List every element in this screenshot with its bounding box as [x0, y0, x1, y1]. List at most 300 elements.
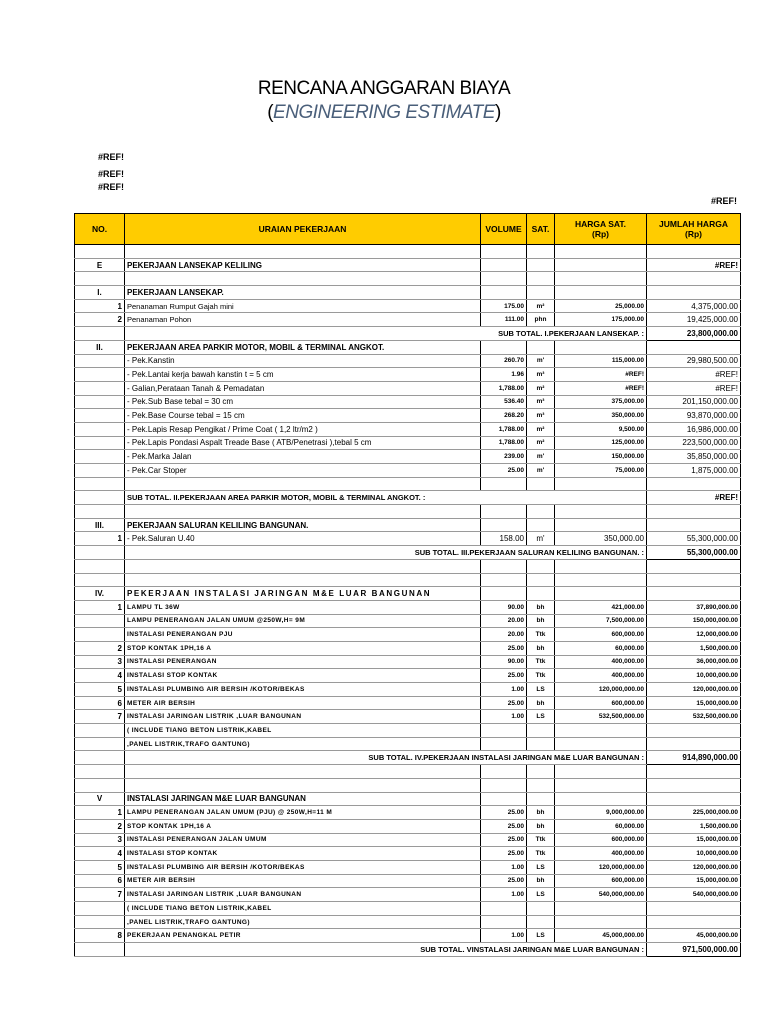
cell-volume	[481, 573, 527, 587]
item-unit: LS	[527, 929, 555, 943]
cell-uraian	[125, 573, 481, 587]
item-description: INSTALASI PENERANGAN JALAN UMUM	[125, 833, 481, 847]
item-unit-price: 175,000.00	[555, 313, 647, 327]
table-header-row	[75, 214, 741, 245]
item-amount: 35,850,000.00	[647, 450, 741, 464]
cell-jumlah	[647, 505, 741, 519]
cell-sat	[527, 477, 555, 491]
header-jumlah: JUMLAH HARGA (Rp)	[647, 214, 741, 245]
item-description: - Pek.Lantai kerja bawah kanstin t = 5 cm	[125, 368, 481, 382]
item-unit: m'	[527, 450, 555, 464]
item-volume: 536.40	[481, 395, 527, 409]
item-volume: 25.00	[481, 819, 527, 833]
item-volume: 20.00	[481, 614, 527, 628]
table-row	[75, 710, 741, 724]
item-amount: 1,875,000.00	[647, 464, 741, 478]
cell-harga	[555, 915, 647, 929]
cell-sat	[527, 573, 555, 587]
item-volume: 175.00	[481, 299, 527, 313]
cell-no	[75, 546, 125, 560]
item-number	[75, 436, 125, 450]
cell-volume	[481, 340, 527, 354]
cell-sat	[527, 765, 555, 779]
item-unit: bh	[527, 819, 555, 833]
cell-no	[75, 765, 125, 779]
table-row	[75, 532, 741, 546]
table-row	[75, 655, 741, 669]
table-row	[75, 628, 741, 642]
cell-sat	[527, 915, 555, 929]
item-description: INSTALASI PLUMBING AIR BERSIH /KOTOR/BEKAS	[125, 683, 481, 697]
table-row	[75, 860, 741, 874]
item-amount: 150,000,000.00	[647, 614, 741, 628]
table-row	[75, 272, 741, 286]
table-row	[75, 902, 741, 916]
item-unit: LS	[527, 710, 555, 724]
table-row	[75, 669, 741, 683]
item-amount: #REF!	[647, 368, 741, 382]
item-number: 4	[75, 669, 125, 683]
cell-volume	[481, 915, 527, 929]
item-volume: 25.00	[481, 641, 527, 655]
item-unit: phn	[527, 313, 555, 327]
table-row	[75, 600, 741, 614]
cell-sat	[527, 778, 555, 792]
cell-no	[75, 327, 125, 341]
item-amount: 1,500,000.00	[647, 819, 741, 833]
item-description: - Pek.Base Course tebal = 15 cm	[125, 409, 481, 423]
item-note: ,PANEL LISTRIK,TRAFO GANTUNG)	[125, 915, 481, 929]
item-amount: 540,000,000.00	[647, 888, 741, 902]
item-unit-price: 540,000,000.00	[555, 888, 647, 902]
table-row	[75, 327, 741, 341]
item-amount: 93,870,000.00	[647, 409, 741, 423]
item-unit-price: 75,000.00	[555, 464, 647, 478]
item-number: 2	[75, 819, 125, 833]
item-unit: m³	[527, 409, 555, 423]
item-unit-price: 45,000,000.00	[555, 929, 647, 943]
item-number: 3	[75, 655, 125, 669]
item-description: - Pek.Car Stoper	[125, 464, 481, 478]
item-amount: 37,890,000.00	[647, 600, 741, 614]
item-volume: 25.00	[481, 464, 527, 478]
item-amount: 1,500,000.00	[647, 641, 741, 655]
table-row	[75, 422, 741, 436]
item-unit-price: #REF!	[555, 368, 647, 382]
cell-sat	[527, 559, 555, 573]
item-volume: 111.00	[481, 313, 527, 327]
table-row	[75, 874, 741, 888]
item-volume: 25.00	[481, 874, 527, 888]
item-unit: m²	[527, 381, 555, 395]
item-unit: m'	[527, 354, 555, 368]
cell-jumlah	[647, 272, 741, 286]
ref-label: #REF!	[711, 196, 738, 206]
item-amount: 120,000,000.00	[647, 683, 741, 697]
row-total	[647, 518, 741, 532]
cell-jumlah	[647, 902, 741, 916]
item-volume: 90.00	[481, 655, 527, 669]
subtotal-label: SUB TOTAL. II.PEKERJAAN AREA PARKIR MOTOR, MOBIL & TERMINAL ANGKOT. :	[125, 491, 647, 505]
item-unit: Ttk	[527, 847, 555, 861]
item-unit-price: 7,500,000.00	[555, 614, 647, 628]
item-volume: 25.00	[481, 669, 527, 683]
subtotal-label: SUB TOTAL. III.PEKERJAAN SALURAN KELILING BANGUNAN. :	[125, 546, 647, 560]
item-amount: #REF!	[647, 381, 741, 395]
item-number: 1	[75, 806, 125, 820]
table-row	[75, 354, 741, 368]
item-unit: bh	[527, 874, 555, 888]
item-description: Penanaman Pohon	[125, 313, 481, 327]
item-volume: 158.00	[481, 532, 527, 546]
row-number: II.	[75, 340, 125, 354]
item-unit-price: 125,000.00	[555, 436, 647, 450]
cell-harga	[555, 286, 647, 300]
table-row	[75, 559, 741, 573]
item-number: 2	[75, 641, 125, 655]
table-row	[75, 888, 741, 902]
item-unit-price: 600,000.00	[555, 696, 647, 710]
table-row	[75, 546, 741, 560]
cell-sat	[527, 587, 555, 601]
item-unit-price: #REF!	[555, 381, 647, 395]
item-description: - Pek.Kanstin	[125, 354, 481, 368]
item-description: Penanaman Rumput Gajah mini	[125, 299, 481, 313]
item-description: - Pek.Lapis Resap Pengikat / Prime Coat ( 1,2 ltr/m2 )	[125, 422, 481, 436]
cell-no	[75, 245, 125, 259]
table-row	[75, 819, 741, 833]
item-amount: 532,500,000.00	[647, 710, 741, 724]
item-amount: 201,150,000.00	[647, 395, 741, 409]
cell-harga	[555, 587, 647, 601]
item-unit-price: 120,000,000.00	[555, 683, 647, 697]
cell-volume	[481, 518, 527, 532]
ref-label: #REF!	[98, 152, 125, 162]
item-number: 1	[75, 532, 125, 546]
row-total	[647, 587, 741, 601]
table-row	[75, 491, 741, 505]
document-title: RENCANA ANGGARAN BIAYA	[257, 78, 511, 99]
item-description: STOP KONTAK 1PH,16 A	[125, 819, 481, 833]
table-row	[75, 778, 741, 792]
item-number: 3	[75, 833, 125, 847]
cell-volume	[481, 477, 527, 491]
section-heading: INSTALASI JARINGAN M&E LUAR BANGUNAN	[125, 792, 481, 806]
table-row	[75, 792, 741, 806]
item-volume: 1,788.00	[481, 436, 527, 450]
table-row	[75, 258, 741, 272]
item-volume: 1.00	[481, 710, 527, 724]
cell-no	[75, 778, 125, 792]
cell-no	[75, 751, 125, 765]
table-row	[75, 696, 741, 710]
section-heading: PEKERJAAN SALURAN KELILING BANGUNAN.	[125, 518, 481, 532]
cell-no	[75, 724, 125, 738]
section-heading: PEKERJAAN LANSEKAP.	[125, 286, 481, 300]
item-unit: LS	[527, 683, 555, 697]
cell-uraian	[125, 245, 481, 259]
item-number: 1	[75, 299, 125, 313]
cell-sat	[527, 245, 555, 259]
header-no: NO.	[75, 214, 125, 245]
cell-no	[75, 505, 125, 519]
cell-uraian	[125, 778, 481, 792]
cell-volume	[481, 272, 527, 286]
cell-jumlah	[647, 245, 741, 259]
cell-no	[75, 737, 125, 751]
item-unit: Ttk	[527, 669, 555, 683]
cell-jumlah	[647, 778, 741, 792]
cell-harga	[555, 559, 647, 573]
item-unit: bh	[527, 696, 555, 710]
row-number: IV.	[75, 587, 125, 601]
item-volume: 1,788.00	[481, 381, 527, 395]
item-description: INSTALASI PLUMBING AIR BERSIH /KOTOR/BEKAS	[125, 860, 481, 874]
table-row	[75, 518, 741, 532]
item-number	[75, 395, 125, 409]
cell-uraian	[125, 559, 481, 573]
item-unit: bh	[527, 614, 555, 628]
cell-volume	[481, 559, 527, 573]
cell-jumlah	[647, 573, 741, 587]
subtotal-amount: #REF!	[647, 491, 741, 505]
cell-harga	[555, 778, 647, 792]
cell-harga	[555, 573, 647, 587]
item-unit-price: 350,000.00	[555, 532, 647, 546]
cell-sat	[527, 737, 555, 751]
cell-sat	[527, 286, 555, 300]
item-amount: 45,000,000.00	[647, 929, 741, 943]
item-number: 5	[75, 683, 125, 697]
row-total	[647, 340, 741, 354]
cell-volume	[481, 505, 527, 519]
table-row	[75, 368, 741, 382]
cell-harga	[555, 477, 647, 491]
table-row	[75, 381, 741, 395]
cell-sat	[527, 724, 555, 738]
header-volume: VOLUME	[481, 214, 527, 245]
item-unit-price: 421,000.00	[555, 600, 647, 614]
cell-jumlah	[647, 477, 741, 491]
table-row	[75, 737, 741, 751]
item-amount: 10,000,000.00	[647, 847, 741, 861]
cell-no	[75, 491, 125, 505]
table-row	[75, 833, 741, 847]
cell-volume	[481, 765, 527, 779]
cell-harga	[555, 902, 647, 916]
item-description: METER AIR BERSIH	[125, 696, 481, 710]
table-row	[75, 915, 741, 929]
cell-uraian	[125, 272, 481, 286]
item-description: - Pek.Marka Jalan	[125, 450, 481, 464]
item-number	[75, 354, 125, 368]
item-unit: LS	[527, 888, 555, 902]
item-number	[75, 614, 125, 628]
cell-no	[75, 915, 125, 929]
table-row	[75, 751, 741, 765]
row-number: III.	[75, 518, 125, 532]
ref-label: #REF!	[98, 169, 125, 179]
cell-sat	[527, 792, 555, 806]
cell-harga	[555, 340, 647, 354]
subtotal-label: SUB TOTAL. I.PEKERJAAN LANSEKAP. :	[125, 327, 647, 341]
item-amount: 15,000,000.00	[647, 833, 741, 847]
item-number: 1	[75, 600, 125, 614]
item-unit: Ttk	[527, 833, 555, 847]
cell-sat	[527, 340, 555, 354]
item-amount: 36,000,000.00	[647, 655, 741, 669]
item-volume: 1.00	[481, 929, 527, 943]
item-description: INSTALASI JARINGAN LISTRIK ,LUAR BANGUNAN	[125, 888, 481, 902]
item-number: 7	[75, 710, 125, 724]
item-note: ( INCLUDE TIANG BETON LISTRIK,KABEL	[125, 724, 481, 738]
cell-harga	[555, 518, 647, 532]
item-volume: 25.00	[481, 806, 527, 820]
row-total	[647, 286, 741, 300]
subtotal-amount: 23,800,000.00	[647, 327, 741, 341]
item-volume: 268.20	[481, 409, 527, 423]
document-subtitle: (ENGINEERING ESTIMATE)	[267, 102, 501, 123]
item-volume: 239.00	[481, 450, 527, 464]
item-number: 4	[75, 847, 125, 861]
cell-sat	[527, 518, 555, 532]
table-row	[75, 299, 741, 313]
subtotal-amount: 914,890,000.00	[647, 751, 741, 765]
item-unit-price: 150,000.00	[555, 450, 647, 464]
table-row	[75, 765, 741, 779]
cell-jumlah	[647, 765, 741, 779]
cell-no	[75, 477, 125, 491]
item-unit-price: 400,000.00	[555, 669, 647, 683]
item-unit: Ttk	[527, 655, 555, 669]
item-number	[75, 628, 125, 642]
table-row	[75, 806, 741, 820]
item-description: - Pek.Lapis Pondasi Aspalt Treade Base ( ATB/Penetrasi ),tebal 5 cm	[125, 436, 481, 450]
cell-uraian	[125, 765, 481, 779]
header-harga: HARGA SAT. (Rp)	[555, 214, 647, 245]
table-row	[75, 464, 741, 478]
item-unit: m³	[527, 368, 555, 382]
item-number: 2	[75, 313, 125, 327]
table-body	[75, 245, 741, 957]
item-number	[75, 450, 125, 464]
item-unit: m²	[527, 436, 555, 450]
row-total: #REF!	[647, 258, 741, 272]
cell-jumlah	[647, 915, 741, 929]
item-unit-price: 60,000.00	[555, 819, 647, 833]
cell-no	[75, 902, 125, 916]
row-number: E	[75, 258, 125, 272]
cell-no	[75, 272, 125, 286]
item-volume: 1.00	[481, 860, 527, 874]
item-description: - Pek.Sub Base tebal = 30 cm	[125, 395, 481, 409]
table-row	[75, 573, 741, 587]
item-number: 6	[75, 874, 125, 888]
cell-volume	[481, 286, 527, 300]
cell-harga	[555, 245, 647, 259]
subtotal-label: SUB TOTAL. VINSTALASI JARINGAN M&E LUAR BANGUNAN :	[125, 943, 647, 957]
cell-no	[75, 943, 125, 957]
cell-volume	[481, 737, 527, 751]
table-row	[75, 587, 741, 601]
cell-volume	[481, 724, 527, 738]
item-volume: 1.96	[481, 368, 527, 382]
cell-no	[75, 559, 125, 573]
item-unit-price: 120,000,000.00	[555, 860, 647, 874]
item-description: STOP KONTAK 1PH,16 A	[125, 641, 481, 655]
table-row	[75, 395, 741, 409]
item-volume: 1.00	[481, 683, 527, 697]
table-row	[75, 286, 741, 300]
item-description: INSTALASI STOP KONTAK	[125, 669, 481, 683]
item-number	[75, 381, 125, 395]
cell-sat	[527, 258, 555, 272]
item-unit-price: 350,000.00	[555, 409, 647, 423]
cell-sat	[527, 902, 555, 916]
item-number: 8	[75, 929, 125, 943]
row-total	[647, 792, 741, 806]
item-description: INSTALASI JARINGAN LISTRIK ,LUAR BANGUNAN	[125, 710, 481, 724]
item-description: - Pek.Saluran U.40	[125, 532, 481, 546]
section-heading: PEKERJAAN LANSEKAP KELILING	[125, 258, 481, 272]
cell-uraian	[125, 505, 481, 519]
item-number: 7	[75, 888, 125, 902]
table-row	[75, 436, 741, 450]
item-amount: 120,000,000.00	[647, 860, 741, 874]
item-unit-price: 9,000,000.00	[555, 806, 647, 820]
item-description: PEKERJAAN PENANGKAL PETIR	[125, 929, 481, 943]
item-amount: 4,375,000.00	[647, 299, 741, 313]
cell-volume	[481, 778, 527, 792]
item-unit-price: 115,000.00	[555, 354, 647, 368]
ref-label: #REF!	[98, 182, 125, 192]
item-unit: m²	[527, 422, 555, 436]
item-unit: bh	[527, 641, 555, 655]
cell-volume	[481, 245, 527, 259]
item-volume: 25.00	[481, 847, 527, 861]
cell-harga	[555, 258, 647, 272]
item-description: LAMPU PENERANGAN JALAN UMUM @250W,H= 9M	[125, 614, 481, 628]
item-note: ( INCLUDE TIANG BETON LISTRIK,KABEL	[125, 902, 481, 916]
cost-estimate-table	[74, 213, 741, 957]
item-volume: 25.00	[481, 696, 527, 710]
row-number: V	[75, 792, 125, 806]
table-row	[75, 245, 741, 259]
item-unit: bh	[527, 806, 555, 820]
item-description: - Galian,Perataan Tanah & Pemadatan	[125, 381, 481, 395]
item-unit-price: 532,500,000.00	[555, 710, 647, 724]
cell-volume	[481, 587, 527, 601]
item-description: INSTALASI STOP KONTAK	[125, 847, 481, 861]
table-row	[75, 847, 741, 861]
table-row	[75, 724, 741, 738]
cell-sat	[527, 272, 555, 286]
item-unit-price: 400,000.00	[555, 655, 647, 669]
table-row	[75, 313, 741, 327]
table-row	[75, 929, 741, 943]
cell-volume	[481, 792, 527, 806]
item-number: 6	[75, 696, 125, 710]
item-amount: 225,000,000.00	[647, 806, 741, 820]
item-number	[75, 409, 125, 423]
table-row	[75, 505, 741, 519]
table-row	[75, 477, 741, 491]
table-row	[75, 641, 741, 655]
item-amount: 16,986,000.00	[647, 422, 741, 436]
item-description: METER AIR BERSIH	[125, 874, 481, 888]
cell-harga	[555, 792, 647, 806]
item-volume: 20.00	[481, 628, 527, 642]
